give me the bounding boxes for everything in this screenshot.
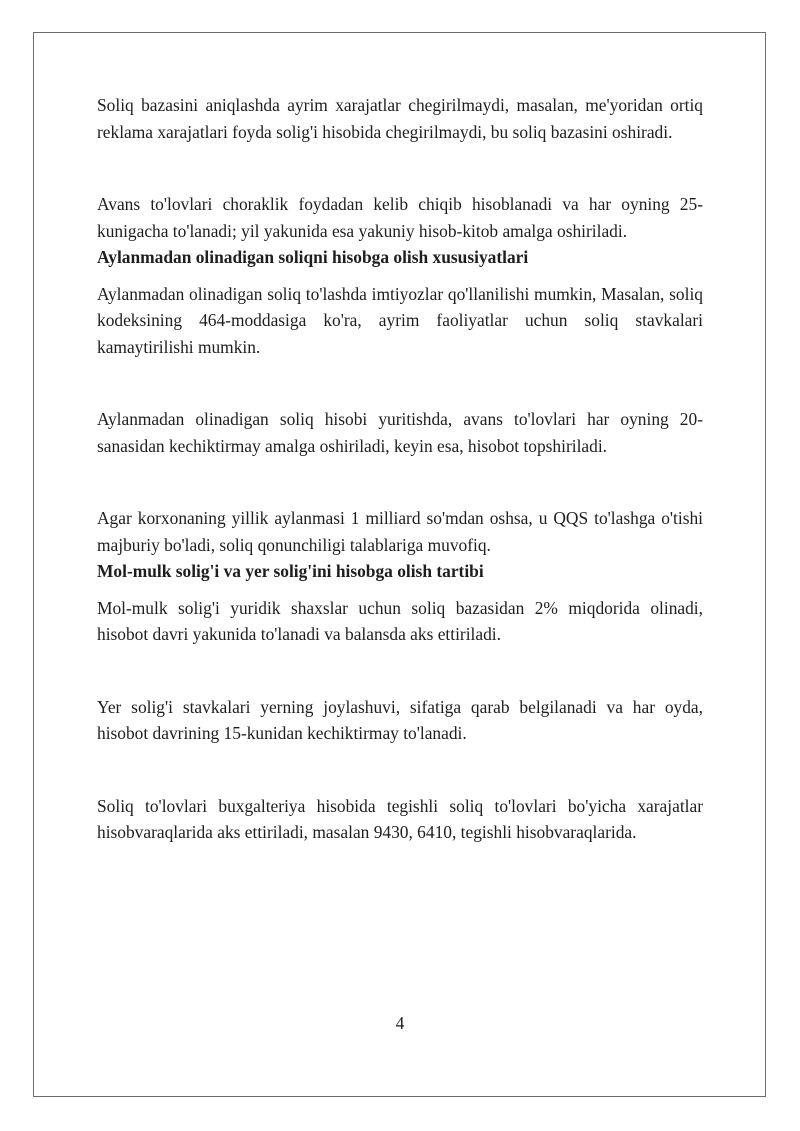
section-heading: Aylanmadan olinadigan soliqni hisobga olish xususiyatlari [97, 247, 529, 267]
paragraph: Aylanmadan olinadigan soliq to'lashda imtiyozlar qo'llanilishi mumkin, Masalan, soliq kodeksining 464-moddasiga ko'ra, ayrim faoliyatlar uchun soliq stavkalari kamaytirilishi mumkin. [97, 283, 703, 357]
paragraph: Soliq to'lovlari buxgalteriya hisobida tegishli soliq to'lovlari bo'yicha xarajatlar hisobvaraqlarida aks ettiriladi, masalan 9430, 6410, tegishli hisobvaraqlarida. [97, 795, 703, 842]
document-body [97, 92, 703, 846]
paragraph: Avans to'lovlari choraklik foydadan kelib chiqib hisoblanadi va har oyning 25-kunigacha to'lanadi; yil yakunida esa yakuniy hisob-kitob amalga oshiriladi. [97, 194, 703, 241]
paragraph: Aylanmadan olinadigan soliq hisobi yuritishda, avans to'lovlari har oyning 20-sanasidan kechiktirmay amalga oshiriladi, keyin esa, hisobot topshiriladi. [97, 409, 703, 456]
paragraph: Soliq bazasini aniqlashda ayrim xarajatlar chegirilmaydi, masalan, me'yoridan ortiq reklama xarajatlari foyda solig'i hisobida chegirilmaydi, bu soliq bazasini oshiradi. [97, 95, 703, 142]
section-heading: Mol-mulk solig'i va yer solig'ini hisobga olish tartibi [97, 561, 484, 581]
paragraph: Mol-mulk solig'i yuridik shaxslar uchun soliq bazasidan 2% miqdorida olinadi, hisobot davri yakunida to'lanadi va balansda aks ettiriladi. [97, 597, 703, 644]
page-number: 4 [395, 1013, 405, 1033]
paragraph: Agar korxonaning yillik aylanmasi 1 milliard so'mdan oshsa, u QQS to'lashga o'tishi majburiy bo'ladi, soliq qonunchiligi talablariga muvofiq. [97, 508, 703, 555]
paragraph: Yer solig'i stavkalari yerning joylashuvi, sifatiga qarab belgilanadi va har oyda, hisobot davrining 15-kunidan kechiktirmay to'lanadi. [97, 696, 703, 743]
